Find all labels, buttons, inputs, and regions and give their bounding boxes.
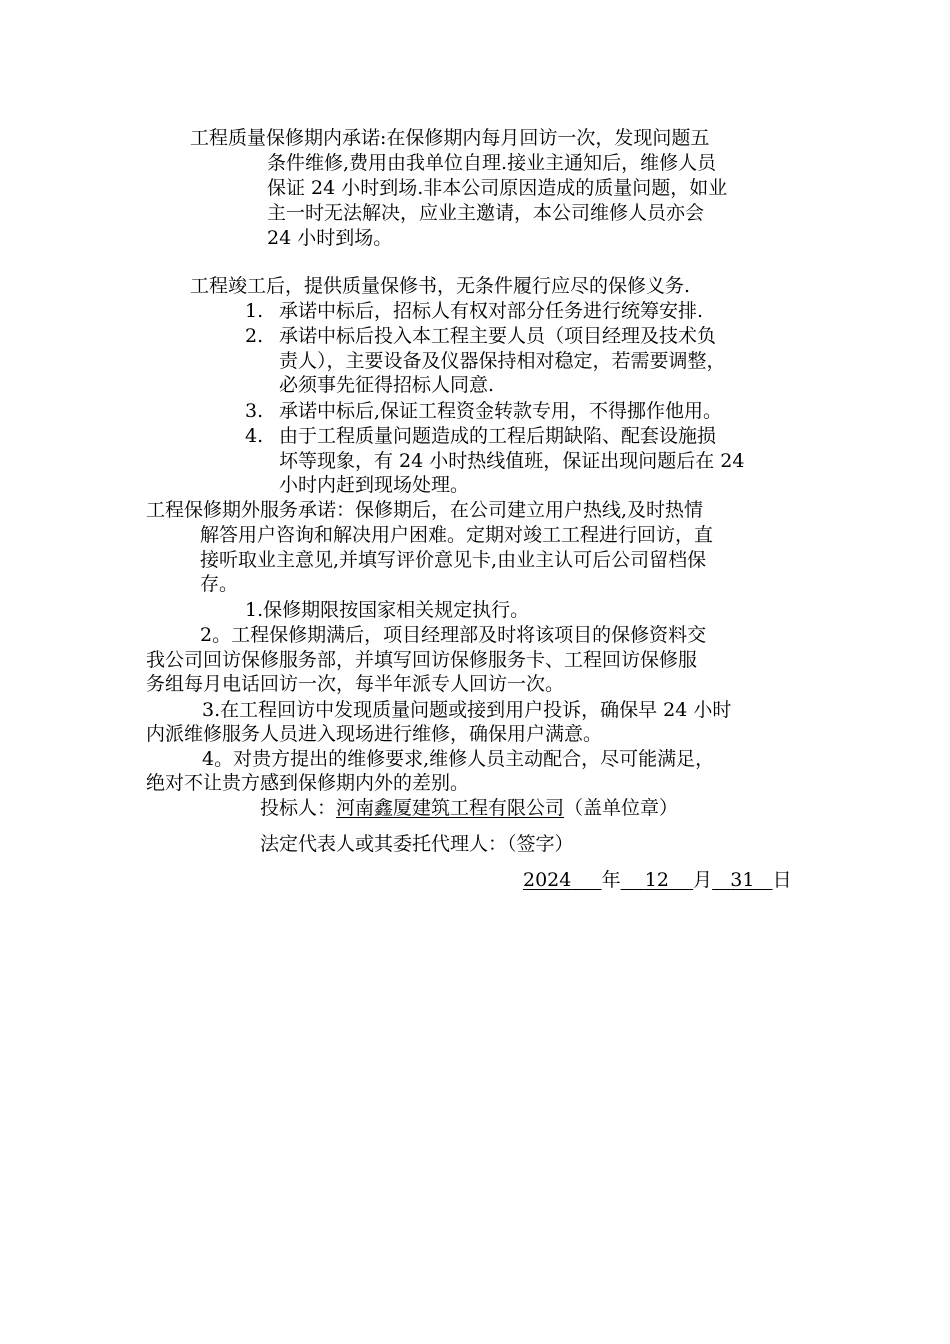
quality-line-3: 保证 24 小时到场.非本公司原因造成的质量问题，如业	[267, 177, 728, 199]
external-line-2: 解答用户咨询和解决用户困难。定期对竣工工程进行回访，直	[200, 524, 714, 546]
date-day-unit: 日	[772, 869, 792, 891]
external-point-1: 1.保修期限按国家相关规定执行。	[245, 599, 530, 621]
item-4-line-3: 小时内赶到现场处理。	[279, 474, 470, 496]
external-point-4-line-1: 4。对贵方提出的维修要求,维修人员主动配合，尽可能满足，	[202, 748, 715, 770]
external-point-4-line-2: 绝对不让贵方感到保修期内外的差别。	[146, 772, 470, 794]
external-point-3-line-2: 内派维修服务人员进入现场进行维修，确保用户满意。	[146, 723, 603, 745]
quality-line-5: 24 小时到场。	[267, 227, 393, 249]
seal-note: （盖单位章）	[564, 797, 679, 819]
external-line-4: 存。	[200, 573, 239, 595]
quality-line-2: 条件维修,费用由我单位自理.接业主通知后，维修人员	[267, 152, 717, 174]
external-point-2-line-1: 2。工程保修期满后，项目经理部及时将该项目的保修资料交	[200, 624, 707, 646]
item-2-line-1: 承诺中标后投入本工程主要人员（项目经理及技术负	[279, 325, 717, 347]
external-point-2-line-2: 我公司回访保修服务部，并填写回访保修服务卡、工程回访保修服	[146, 649, 698, 671]
item-1-line-1: 承诺中标后，招标人有权对部分任务进行统筹安排.	[279, 300, 704, 322]
date-month: 12	[644, 869, 669, 891]
external-point-2-line-3: 务组每月电话回访一次，每半年派专人回访一次。	[146, 673, 565, 695]
bidder-line	[260, 796, 678, 821]
item-2-line-3: 必须事先征得招标人同意.	[279, 374, 495, 396]
quality-line-1: 工程质量保修期内承诺:在保修期内每月回访一次，发现问题五	[190, 127, 710, 149]
item-2-line-2: 责人），主要设备及仪器保持相对稳定，若需要调整，	[279, 350, 726, 372]
representative-line: 法定代表人或其委托代理人：（签字）	[260, 833, 574, 855]
item-4-number: 4.	[245, 425, 264, 447]
date-day: 31	[730, 869, 755, 891]
date-month-unit: 月	[693, 869, 713, 891]
item-3-line-1: 承诺中标后,保证工程资金转款专用，不得挪作他用。	[279, 400, 723, 422]
bidder-name: 河南鑫厦建筑工程有限公司	[336, 797, 565, 819]
item-1-number: 1.	[245, 300, 264, 322]
date-year-unit: 年	[601, 869, 621, 891]
date-year: 2024	[523, 869, 572, 891]
external-point-3-line-1: 3.在工程回访中发现质量问题或接到用户投诉，确保早 24 小时	[202, 699, 732, 721]
completion-intro: 工程竣工后，提供质量保修书，无条件履行应尽的保修义务.	[190, 275, 691, 297]
item-4-line-2: 坏等现象，有 24 小时热线值班，保证出现问题后在 24	[279, 450, 745, 472]
item-4-line-1: 由于工程质量问题造成的工程后期缺陷、配套设施损	[279, 425, 717, 447]
date-line	[523, 868, 792, 893]
bidder-label: 投标人：	[260, 797, 337, 819]
external-line-1: 工程保修期外服务承诺：保修期后，在公司建立用户热线,及时热情	[146, 499, 704, 521]
item-3-number: 3.	[245, 400, 264, 422]
item-2-number: 2.	[245, 325, 264, 347]
external-line-3: 接听取业主意见,并填写评价意见卡,由业主认可后公司留档保	[200, 549, 707, 571]
quality-line-4: 主一时无法解决，应业主邀请，本公司维修人员亦会	[267, 202, 705, 224]
